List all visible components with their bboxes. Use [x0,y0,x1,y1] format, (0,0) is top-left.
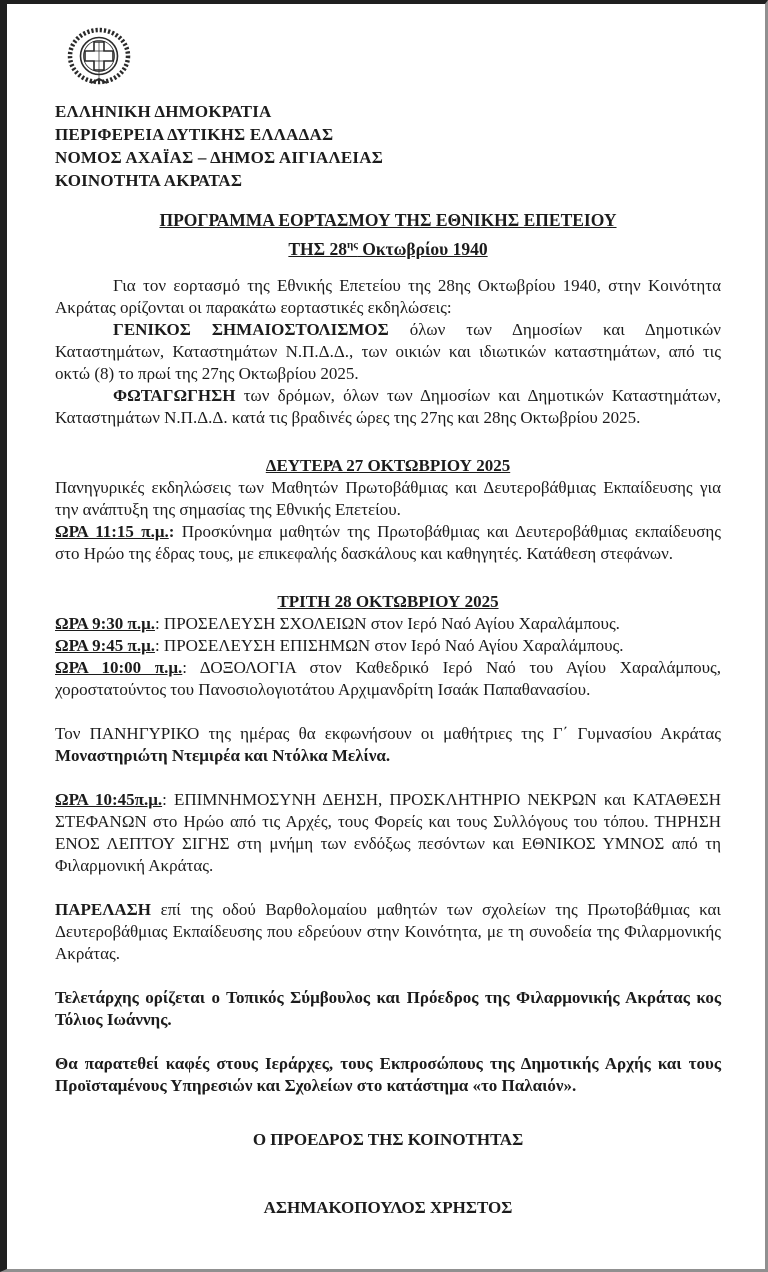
paragraph [55,1053,721,1097]
footer-president-name: ΑΣΗΜΑΚΟΠΟΥΛΟΣ ΧΡΗΣΤΟΣ [263,1197,513,1217]
document-content [7,4,765,1219]
footer-president-title: Ο ΠΡΟΕΔΡΟΣ ΤΗΣ ΚΟΙΝΟΤΗΤΑΣ [252,1129,524,1149]
text-segment: Μοναστηριώτη Ντεμιρέα και Ντόλκα Μελίνα. [55,745,391,765]
text-segment: ΠΑΡΕΛΑΣΗ [55,899,152,919]
text-segment: Θα παρατεθεί καφές στους Ιεράρχες, τους Εκπροσώπους της Δημοτικής Αρχής και τους Προϊσταμένους Υπηρεσιών και Σχολείων στο κατάστημα «το Παλαιόν». [55,1053,721,1095]
text-segment: ΩΡΑ 9:30 π.μ. [55,613,155,633]
text-segment: ΦΩΤΑΓΩΓΗΣΗ [113,385,236,405]
paragraph [55,385,721,429]
header-line-region: ΠΕΡΙΦΕΡΕΙΑ ΔΥΤΙΚΗΣ ΕΛΛΑΔΑΣ [55,125,334,144]
text-segment: ΤΡΙΤΗ 28 ΟΚΤΩΒΡΙΟΥ 2025 [277,591,499,611]
greek-coat-of-arms-icon [61,27,137,91]
paragraph [55,477,721,521]
section-heading [55,455,721,477]
paragraph [55,521,721,565]
text-segment: Τον ΠΑΝΗΓΥΡΙΚΟ της ημέρας θα εκφωνήσουν οι μαθήτριες της Γ΄ Γυμνασίου Ακράτας [55,723,721,743]
text-segment: των δρόμων, όλων των Δημοσίων και Δημοτικών Καταστημάτων, Καταστημάτων Ν.Π.Δ.Δ. κατά τις βραδινές ώρες της 27ης και 28ης Οκτωβρίου 2025. [55,385,721,427]
text-segment: : [168,521,175,541]
text-segment: ΔΕΥΤΕΡΑ 27 ΟΚΤΩΒΡΙΟΥ 2025 [265,455,511,475]
text-segment: ΩΡΑ 10:45π.μ. [55,789,163,809]
paragraph [55,275,721,319]
text-segment: Για τον εορτασμό της Εθνικής Επετείου της 28ης Οκτωβρίου 1940, στην Κοινότητα Ακράτας ορίζονται οι παρακάτω εορταστικές εκδηλώσεις: [55,275,721,317]
text-segment: : ΕΠΙΜΝΗΜΟΣΥΝΗ ΔΕΗΣΗ, ΠΡΟΣΚΛΗΤΗΡΙΟ ΝΕΚΡΩΝ και ΚΑΤΑΘΕΣΗ ΣΤΕΦΑΝΩΝ στο Ηρώο από τις Αρχές, τους Φορείς και τους Συλλόγους του τόπου. ΤΗΡΗΣΗ ΕΝΟΣ ΛΕΠΤΟΥ ΣΙΓΗΣ στη μνήμη των ενδόξως πεσόντων και ΕΘΝΙΚΟΣ ΥΜΝΟΣ από τη Φιλαρμονική Ακράτας. [55,789,721,875]
text-segment: Τελετάρχης ορίζεται ο Τοπικός Σύμβουλος και Πρόεδρος της Φιλαρμονικής Ακράτας κος Τόλιος Ιωάννης. [55,987,721,1029]
document-body [55,275,721,1097]
paragraph [55,635,721,657]
text-segment: Προσκύνημα μαθητών της Πρωτοβάθμιας και Δευτεροβάθμιας εκπαίδευσης στο Ηρώο της έδρας τους, με επικεφαλής δασκάλους και καθηγητές. Κατάθεση στεφάνων. [55,521,721,563]
text-segment: όλων των Δημοσίων και Δημοτικών Καταστημάτων, Καταστημάτων Ν.Π.Δ.Δ., των οικιών και ιδιωτικών καταστημάτων, από τις οκτώ (8) το πρωί της 27ης Οκτωβρίου 2025. [55,319,721,383]
document-title [55,208,721,262]
text-segment: : ΠΡΟΣΕΛΕΥΣΗ ΣΧΟΛΕΙΩΝ στον Ιερό Ναό Αγίου Χαραλάμπους. [154,613,620,633]
text-segment: : ΔΟΞΟΛΟΓΙΑ στον Καθεδρικό Ιερό Ναό του Αγίου Χαραλάμπους, χοροστατούντος του Πανοσιολογιοτάτου Αρχιμανδρίτη Ισαάκ Παπαθανασίου. [55,657,721,699]
title-superscript: ης [346,239,358,251]
paragraph [55,789,721,877]
paragraph [55,657,721,701]
text-segment: ΓΕΝΙΚΟΣ ΣΗΜΑΙΟΣΤΟΛΙΣΜΟΣ [113,319,389,339]
document-title-line2: ΤΗΣ $28^{\eta\varsigma}$ Οκτωβρίου 1940 [288,238,488,259]
text-segment: Πανηγυρικές εκδηλώσεις των Μαθητών Πρωτοβάθμιας και Δευτεροβάθμιας Εκπαίδευσης για την ανάπτυξη της σημασίας της Εθνικής Επετείου. [55,477,721,519]
paragraph [55,899,721,965]
text-segment: επί της οδού Βαρθολομαίου μαθητών των σχολείων της Πρωτοβάθμιας και Δευτεροβάθμιας Εκπαίδευσης που εδρεύουν στην Κοινότητα, με τη συνοδεία της Φιλαρμονικής Ακράτας. [55,899,721,963]
paragraph [55,319,721,385]
text-segment: ΩΡΑ 11:15 π.μ. [55,521,169,541]
paragraph [55,613,721,635]
paragraph [55,723,721,767]
document-title-line1: ΠΡΟΓΡΑΜΜΑ ΕΟΡΤΑΣΜΟΥ ΤΗΣ ΕΘΝΙΚΗΣ ΕΠΕΤΕΙΟΥ [159,210,617,230]
text-segment: ΩΡΑ 9:45 π.μ. [55,635,155,655]
header-line-municipality: ΝΟΜΟΣ ΑΧΑΪΑΣ – ΔΗΜΟΣ ΑΙΓΙΑΛΕΙΑΣ [55,148,384,167]
paragraph [55,987,721,1031]
header-line-community: ΚΟΙΝΟΤΗΤΑ ΑΚΡΑΤΑΣ [55,171,243,190]
header-line-republic: ΕΛΛΗΝΙΚΗ ΔΗΜΟΚΡΑΤΙΑ [55,102,272,121]
section-heading [55,591,721,613]
text-segment: ΩΡΑ 10:00 π.μ. [55,657,183,677]
text-segment: : ΠΡΟΣΕΛΕΥΣΗ ΕΠΙΣΗΜΩΝ στον Ιερό Ναό Αγίου Χαραλάμπους. [154,635,624,655]
